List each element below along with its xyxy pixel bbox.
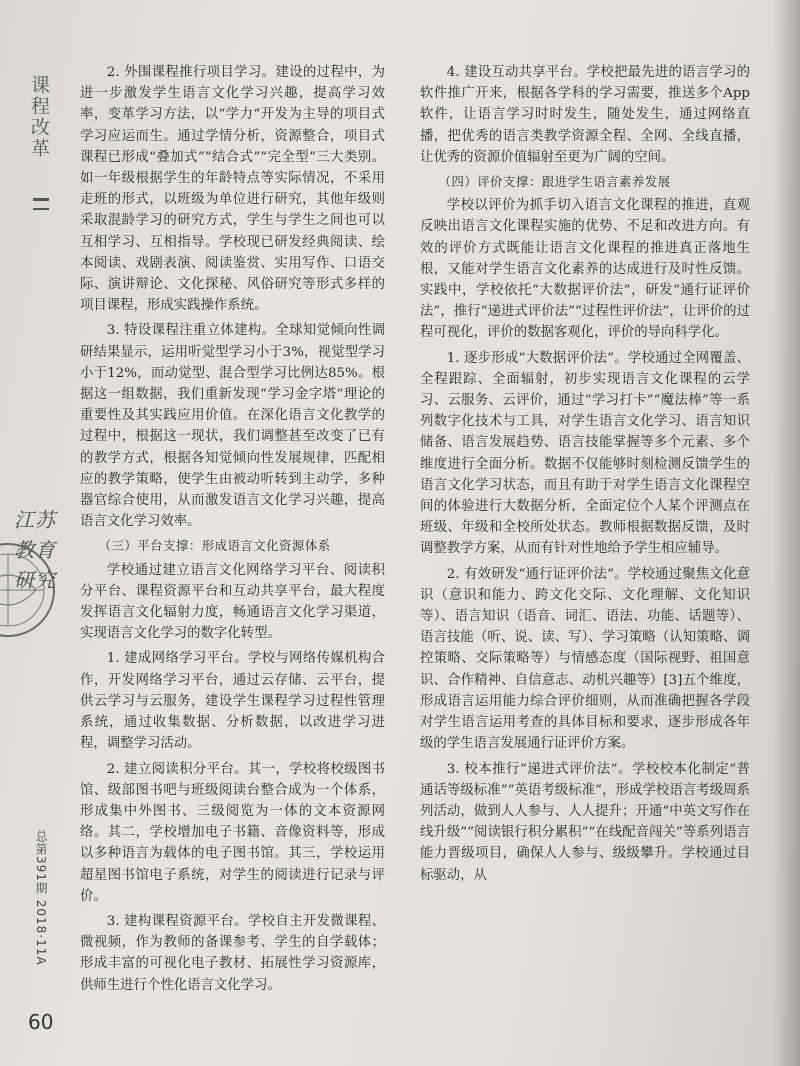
journal-name bbox=[14, 505, 70, 595]
paragraph: 3. 校本推行“递进式评价法”。学校校本化制定“普通话等级标准”“英语考级标准”，形成学校语言考级周系列活动，做到人人参与、人人提升；开通“中英文写作在线升级”“阅读银行积分累积”“在线配音闯关”等系列语言能力晋级项目，确保人人参与、级级攀升。学校通过目标驱动，从 bbox=[420, 761, 750, 883]
page-number: 60 bbox=[28, 1010, 54, 1034]
paragraph: 3. 特设课程注重立体建构。全球知觉倾向性调研结果显示，运用听觉型学习小于3%，视觉型学习小于12%，而动觉型、混合型学习比例达85%。根据这一组数据，我们重新发现“学习金字塔”理论的重要性及其实践应用价值。在深化语言文化教学的过程中，根据这一现状，我们调整甚至改变了已有的教学方式，根据各知觉倾向性发展规律，匹配相应的教学策略，使学生由被动听转到主动学，多种器官综合使用，从而激发语言文化学习兴趣，提高语言文化学习效率。 bbox=[80, 323, 385, 530]
journal-name-line: 研究 bbox=[14, 568, 56, 592]
subsection-heading: （三）平台支撑：形成语言文化资源体系 bbox=[98, 538, 331, 554]
paragraph: 3. 建构课程资源平台。学校自主开发微课程、微视频，作为教师的备课参考、学生的自学载体；形成丰富的可视化电子教材、拓展性学习资源库，供师生进行个性化语言文化学习。 bbox=[80, 913, 385, 993]
paragraph: 1. 建成网络学习平台。学校与网络传媒机构合作，开发网络学习平台，通过云存储、云平台，提供云学习与云服务，建设学生课程学习过程性管理系统，通过收集数据、分析数据，以改进学习进程，调整学习活动。 bbox=[80, 651, 385, 752]
section-divider bbox=[33, 198, 49, 210]
journal-name-line: 教育 bbox=[14, 538, 56, 562]
journal-name-line: 江苏 bbox=[14, 508, 56, 532]
left-margin bbox=[0, 0, 70, 1066]
section-tag: 课程改革 bbox=[28, 75, 50, 159]
paragraph: 2. 外围课程推行项目学习。建设的过程中，为进一步激发学生语言文化学习兴趣，提高学习效率，变革学习方法，以“学力”开发为主导的项目式学习应运而生。通过学情分析，资源整合，项目式课程已形成“叠加式”“结合式”“完全型”三大类别。如一年级根据学生的年龄特点等实际情况，不采用走班的形式，以班级为单位进行研究，其他年级则采取混龄学习的研究方式，学生与学生之间也可以互相学习、互相指导。学校现已研发经典阅读、绘本阅读、戏剧表演、阅读鉴赏、实用写作、口语交际、演讲辩论、文化探秘、风俗研究等形式多样的项目课程，形成实践操作系统。 bbox=[80, 65, 385, 314]
paragraph: 4. 建设互动共享平台。学校把最先进的语言学习的软件推广开来，根据各学科的学习需要，推送多个App软件，让语言学习时时发生，随处发生，通过网络直播，把优秀的语言类教学资源全程、全网、全线直播，让优秀的资源价值辐射至更为广阔的空间。 bbox=[420, 65, 750, 165]
subsection-heading: （四）评价支撑：跟进学生语言素养发展 bbox=[438, 174, 671, 190]
paragraph: 2. 有效研发“通行证评价法”。学校通过聚焦文化意识（意识和能力、跨文化交际、文化理解、文化知识等）、语言知识（语音、词汇、语法、功能、话题等）、语言技能（听、说、读、写）、学习策略（认知策略、调控策略、交际策略等）与情感态度（国际视野、祖国意识、合作精神、自信意志、动机兴趣等）[3]五个维度，形成语言运用能力综合评价细则，从而准确把握各学段对学生语言运用考查的具体目标和要求，逐步形成各年级的学生语言发展通行证评价方案。 bbox=[420, 566, 750, 752]
paragraph: 学校通过建立语言文化网络学习平台、阅读积分平台、课程资源平台和互动共享平台，最大程度发挥语言文化辐射力度，畅通语言文化学习渠道，实现语言文化学习的数字化转型。 bbox=[80, 562, 385, 642]
issue-info: 总第391期 2018·11A bbox=[34, 830, 48, 966]
left-column bbox=[80, 62, 385, 996]
page-edge-shadow bbox=[772, 0, 800, 1066]
right-column bbox=[420, 62, 750, 886]
paragraph: 学校以评价为抓手切入语言文化课程的推进，直观反映出语言文化课程实施的优势、不足和改进方向。有效的评价方式既能让语言文化课程的推进真正落地生根，又能对学生语言文化素养的达成进行及时性反馈。实践中，学校依托“大数据评价法”，研发“通行证评价法”，推行“递进式评价法”“过程性评价法”，让评价的过程可视化，评价的数据客观化，评价的导向科学化。 bbox=[420, 198, 750, 341]
paragraph: 1. 逐步形成“大数据评价法”。学校通过全网覆盖、全程跟踪、全面辐射，初步实现语言文化课程的云学习、云服务、云评价，通过“学习打卡”“魔法棒”等一系列数字化技术与工具，对学生语言文化学习、语言知识储备、语言发展趋势、语言技能掌握等多个元素、多个维度进行全面分析。数据不仅能够时刻检测反馈学生的语言文化学习状态，而且有助于对学生语言文化课程空间的体验进行大数据分析，全面定位个人某个评测点在班级、年级和全校所处状态。教师根据数据反馈，及时调整教学方案，从而有针对性地给予学生相应辅导。 bbox=[420, 350, 750, 557]
paragraph: 2. 建立阅读积分平台。其一，学校将校级图书馆、级部图书吧与班级阅读台整合成为一个体系，形成集中外图书、三级阅览为一体的文本资源网络。其二，学校增加电子书籍、音像资料等，形成以多种语言为载体的电子图书馆。其三，学校运用超星图书馆电子系统，对学生的阅读进行记录与评价。 bbox=[80, 761, 385, 904]
